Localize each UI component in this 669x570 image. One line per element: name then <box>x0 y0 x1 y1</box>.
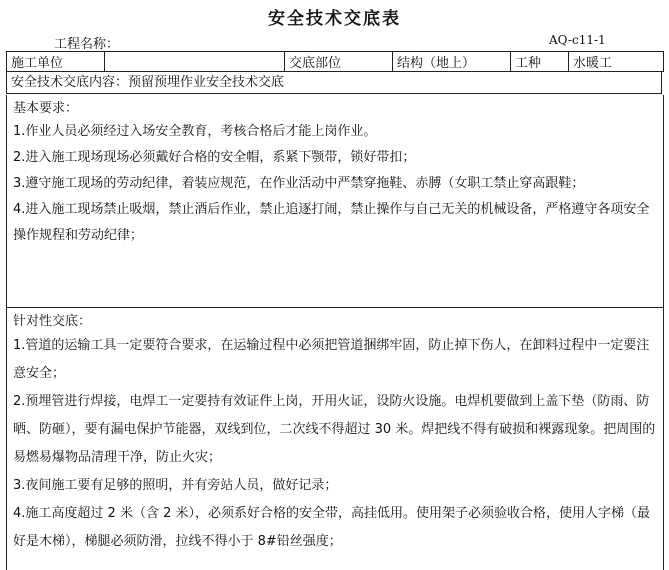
basic-item: 3.遵守施工现场的劳动纪律，着装应规范，在作业活动中严禁穿拖鞋、赤膊（女职工禁止穿高跟鞋； <box>13 176 585 191</box>
location-label: 交底部位 <box>285 52 393 72</box>
form-title: 安全技术交底表 <box>268 9 401 29</box>
trade-label: 工种 <box>511 52 569 72</box>
targeted-briefing-section <box>6 308 664 570</box>
basic-requirements-title: 基本要求： <box>13 101 79 116</box>
location-value: 结构（地上） <box>393 52 511 72</box>
header-table <box>6 51 664 72</box>
targeted-item: 3.夜间施工要有足够的照明，并有旁站人员，做好记录； <box>13 478 338 493</box>
trade-value: 水暖工 <box>569 52 664 72</box>
basic-item: 1.作业人员必须经过入场安全教育，考核合格后才能上岗作业。 <box>13 124 377 139</box>
project-name-label: 工程名称： <box>54 37 120 52</box>
basic-item: 4.进入施工现场禁止吸烟，禁止酒后作业，禁止追逐打闹，禁止操作与自己无关的机械设备，严格遵守各项安全操作规程和劳动纪律； <box>13 202 650 243</box>
basic-item: 2.进入施工现场现场必须戴好合格的安全帽，系紧下颚带，锁好带扣； <box>13 150 416 165</box>
unit-label: 施工单位 <box>7 52 105 72</box>
targeted-briefing-title: 针对性交底： <box>13 314 92 329</box>
targeted-item: 4.施工高度超过 2 米（含 2 米），必须系好合格的安全带，高挂低用。使用架子必须验收合格，使用人字梯（最好是木梯），梯腿必须防滑，拉线不得小于 8#铅丝强度； <box>13 506 650 549</box>
header-row <box>7 52 664 72</box>
content-line: 安全技术交底内容：预留预埋作业安全技术交底 <box>6 72 662 94</box>
targeted-item: 1.管道的运输工具一定要符合要求，在运输过程中必须把管道捆绑牢固，防止掉下伤人，在卸料过程中一定要注意安全； <box>13 338 650 381</box>
unit-value <box>105 52 285 72</box>
targeted-item: 2.预埋管进行焊接，电焊工一定要持有效证件上岗，开用火证，设防火设施。电焊机要做到上盖下垫（防雨、防晒、防砸），要有漏电保护节能器，双线到位，二次线不得超过 30 米。焊把线不得有破损和裸露现象。把周围的易燃易爆物品清理干净，防止火灾； <box>13 394 656 465</box>
form-code: AQ-c11-1 <box>549 33 606 47</box>
basic-requirements-section <box>6 95 664 308</box>
